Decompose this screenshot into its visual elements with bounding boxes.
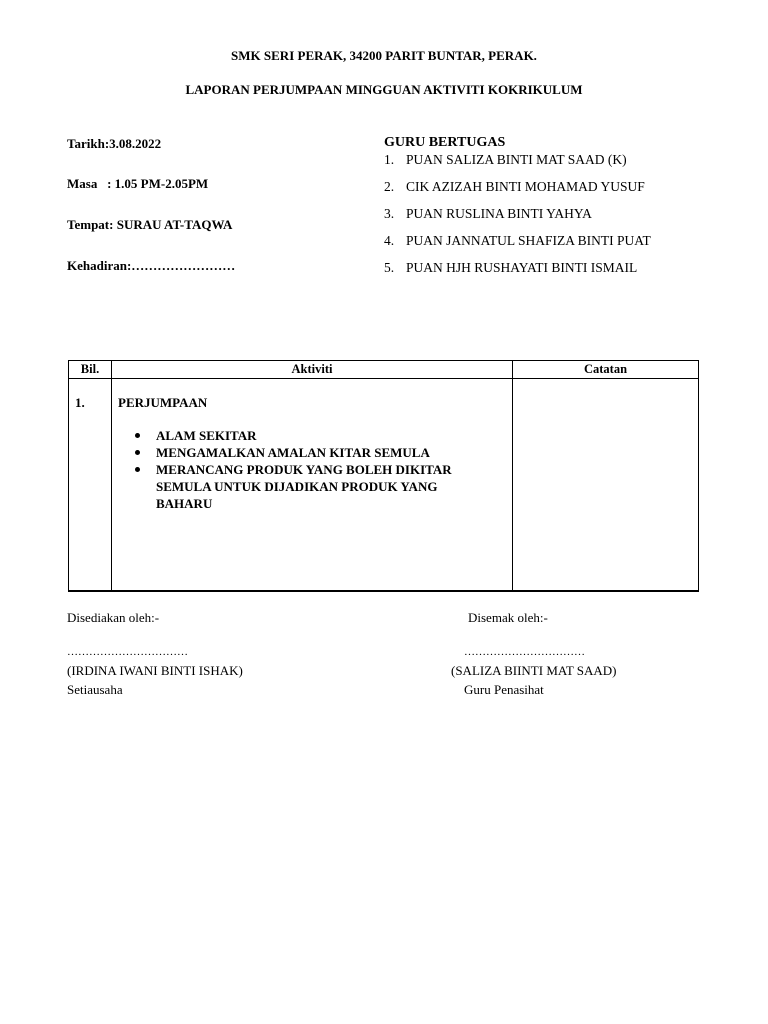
header-bil: Bil. — [69, 361, 112, 379]
prepared-by-role: Setiausaha — [67, 682, 123, 697]
bil-cell: 1. — [69, 379, 112, 592]
table-header-row — [69, 361, 699, 379]
list-item: MERANCANG PRODUK YANG BOLEH DIKITAR SEMULA UNTUK DIJADIKAN PRODUK YANG BAHARU — [156, 461, 492, 512]
aktiviti-cell — [112, 379, 513, 592]
activity-bullets — [112, 427, 512, 512]
list-item: 2. CIK AZIZAH BINTI MOHAMAD YUSUF — [384, 179, 645, 194]
header-catatan: Catatan — [513, 361, 699, 379]
prepared-signature-line: …………………………… — [67, 646, 188, 658]
duty-teachers-title: GURU BERTUGAS — [384, 135, 506, 150]
duty-teachers-list — [384, 152, 651, 287]
reviewed-signature-line: …………………………… — [464, 646, 585, 658]
list-item: 5. PUAN HJH RUSHAYATI BINTI ISMAIL — [384, 260, 638, 275]
reviewed-by-role: Guru Penasihat — [464, 682, 544, 697]
catatan-cell — [513, 379, 699, 592]
location-field: Tempat: SURAU AT-TAQWA — [67, 217, 233, 232]
prepared-by-name: (IRDINA IWANI BINTI ISHAK) — [67, 663, 243, 678]
attendance-field: Kehadiran:…………………… — [67, 258, 236, 273]
date-field: Tarikh:3.08.2022 — [67, 136, 162, 151]
school-title: SMK SERI PERAK, 34200 PARIT BUNTAR, PERAK. — [231, 48, 537, 63]
header-aktiviti: Aktiviti — [112, 361, 513, 379]
list-item: ALAM SEKITAR — [156, 427, 492, 444]
list-item: 3. PUAN RUSLINA BINTI YAHYA — [384, 206, 592, 221]
report-title: LAPORAN PERJUMPAAN MINGGUAN AKTIVITI KOKRIKULUM — [185, 82, 583, 97]
reviewed-by-label: Disemak oleh:- — [468, 610, 548, 625]
list-item: MENGAMALKAN AMALAN KITAR SEMULA — [156, 444, 492, 461]
time-field: Masa : 1.05 PM-2.05PM — [67, 176, 209, 191]
activity-table — [68, 360, 699, 592]
reviewed-by-name: (SALIZA BIINTI MAT SAAD) — [451, 663, 617, 678]
prepared-by-label: Disediakan oleh:- — [67, 610, 160, 625]
activity-title: PERJUMPAAN — [118, 395, 208, 410]
table-row — [69, 379, 699, 592]
list-item: 4. PUAN JANNATUL SHAFIZA BINTI PUAT — [384, 233, 651, 248]
list-item: 1. PUAN SALIZA BINTI MAT SAAD (K) — [384, 152, 627, 167]
